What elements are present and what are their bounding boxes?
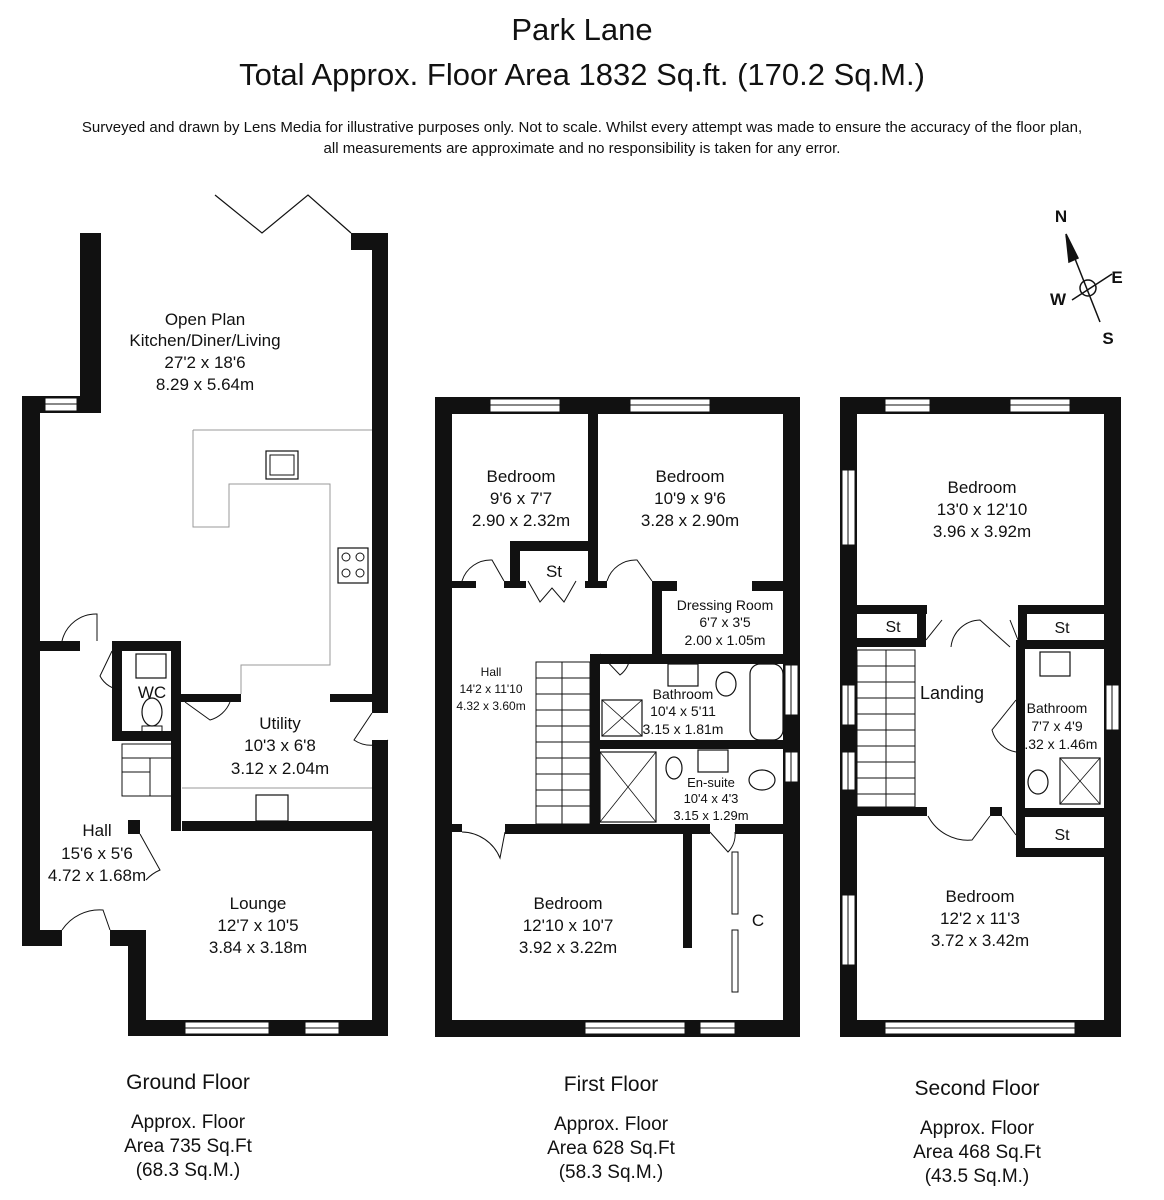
- floor-area-line: (58.3 Sq.M.): [558, 1162, 664, 1183]
- room-size-metric: 3.84 x 3.18m: [208, 938, 308, 957]
- floor-area-line: Approx. Floor: [130, 1112, 246, 1133]
- room-size-metric: 3.15 x 1.29m: [673, 808, 749, 823]
- disclaimer-line-1: Surveyed and drawn by Lens Media for illustrative purposes only. Not to scale. Whilst every attempt was made to ensure the accuracy of the floor plan,: [81, 119, 1083, 136]
- compass-west: W: [1049, 290, 1067, 309]
- ground-stairs: [122, 744, 172, 796]
- room-name: Bedroom: [947, 478, 1017, 497]
- room-name: Hall: [480, 665, 502, 679]
- second-room-store-right: St: [1054, 620, 1070, 637]
- room-size-imperial: 14'2 x 11'10: [459, 682, 523, 696]
- floor-name: Second Floor: [914, 1077, 1040, 1100]
- ensuite-toilet-icon: [749, 770, 775, 790]
- second-room-bedroom-b: [931, 887, 1029, 950]
- ground-floor-footer: [88, 1071, 288, 1183]
- disclaimer-line-2: all measurements are approximate and no responsibility is taken for any error.: [323, 140, 841, 157]
- first-room-hall: [456, 665, 525, 713]
- room-size-metric: 2.00 x 1.05m: [684, 632, 766, 648]
- room-size-metric: 3.72 x 3.42m: [930, 931, 1030, 950]
- floor-area-line: Area 735 Sq.Ft: [124, 1136, 252, 1157]
- ground-room-wc: WC: [137, 683, 167, 702]
- first-room-bedroom-c: [519, 894, 617, 957]
- room-size-imperial: 10'9 x 9'6: [654, 489, 726, 508]
- compass-north: N: [1054, 207, 1068, 226]
- room-size-metric: 3.92 x 3.22m: [518, 938, 618, 957]
- room-size-imperial: 7'7 x 4'9: [1031, 718, 1083, 734]
- room-size-imperial: 12'7 x 10'5: [217, 916, 299, 935]
- room-size-imperial: 10'4 x 5'11: [650, 703, 716, 719]
- wc-basin-icon: [136, 654, 166, 678]
- room-size-imperial: 10'4 x 4'3: [683, 791, 739, 806]
- room-name: Bedroom: [945, 887, 1015, 906]
- second-room-bedroom-a: [933, 478, 1031, 541]
- room-size-imperial: 27'2 x 18'6: [164, 353, 246, 372]
- room-name: Kitchen/Diner/Living: [129, 331, 281, 350]
- room-name: Hall: [82, 821, 112, 840]
- room-name: Bedroom: [486, 467, 556, 486]
- room-name: Bathroom: [1026, 700, 1088, 716]
- room-size-metric: 8.29 x 5.64m: [155, 375, 255, 394]
- room-size-metric: 2.32 x 1.46m: [1016, 736, 1098, 752]
- ground-room-lounge: [209, 894, 307, 957]
- ensuite-basin-icon: [698, 750, 728, 772]
- bifold-door: [215, 195, 351, 233]
- total-area-heading: Total Approx. Floor Area 1832 Sq.ft. (170.2 Sq.M.): [239, 57, 925, 92]
- room-size-imperial: 12'2 x 11'3: [940, 909, 1020, 928]
- room-size-metric: 3.15 x 1.81m: [642, 721, 724, 737]
- room-name: Bedroom: [655, 467, 725, 486]
- bath-toilet-icon: [716, 672, 736, 696]
- utility-sink-icon: [256, 795, 288, 821]
- floor-area-line: Area 628 Sq.Ft: [547, 1138, 675, 1159]
- room-size-imperial: 6'7 x 3'5: [699, 614, 751, 630]
- room-size-imperial: 12'10 x 10'7: [522, 916, 614, 935]
- hob-icon: [338, 548, 368, 583]
- room-name: Bedroom: [533, 894, 603, 913]
- room-name: Bathroom: [652, 686, 714, 702]
- floor-area-line: Area 468 Sq.Ft: [913, 1142, 1041, 1163]
- second-room-bathroom: [1017, 700, 1098, 752]
- room-name: Dressing Room: [676, 597, 774, 613]
- room-name: En-suite: [687, 775, 735, 790]
- room-size-metric: 2.90 x 2.32m: [471, 511, 571, 530]
- first-room-bedroom-a: [472, 467, 570, 530]
- room-size-imperial: 15'6 x 5'6: [61, 844, 133, 863]
- first-room-bathroom: [643, 686, 724, 737]
- ground-room-kitchen: [129, 310, 280, 394]
- basin-icon: [668, 664, 698, 686]
- first-floor-stairs: [536, 662, 590, 824]
- compass-south: S: [1102, 329, 1114, 348]
- room-size-metric: 3.96 x 3.92m: [932, 522, 1032, 541]
- room-size-imperial: 10'3 x 6'8: [244, 736, 316, 755]
- ground-room-utility: [231, 714, 329, 778]
- floor-area-line: (43.5 Sq.M.): [924, 1166, 1030, 1187]
- room-name: Open Plan: [164, 310, 246, 329]
- room-size-metric: 3.28 x 2.90m: [640, 511, 740, 530]
- room-size-metric: 3.12 x 2.04m: [230, 759, 330, 778]
- room-size-metric: 4.32 x 3.60m: [456, 699, 526, 713]
- second-room-store-left: St: [885, 619, 901, 636]
- second-floor-footer: [877, 1077, 1077, 1189]
- first-room-cupboard: C: [751, 911, 765, 930]
- first-room-bedroom-b: [641, 467, 739, 530]
- first-floor-footer: [511, 1073, 711, 1185]
- bathtub-icon: [750, 664, 783, 740]
- second-basin-icon: [1040, 652, 1070, 676]
- first-room-store: St: [545, 562, 563, 581]
- floor-name: Ground Floor: [126, 1071, 250, 1094]
- second-toilet-icon: [1028, 770, 1048, 794]
- floor-name: First Floor: [563, 1073, 659, 1096]
- first-room-ensuite: [673, 775, 748, 823]
- room-size-metric: 4.72 x 1.68m: [47, 866, 147, 885]
- compass-icon: [1066, 234, 1112, 322]
- page-title: Park Lane: [511, 12, 653, 47]
- room-size-imperial: 9'6 x 7'7: [489, 489, 553, 508]
- room-size-imperial: 13'0 x 12'10: [936, 500, 1028, 519]
- floor-area-line: Approx. Floor: [553, 1114, 669, 1135]
- bidet-icon: [666, 757, 682, 779]
- second-room-landing: Landing: [919, 683, 985, 703]
- compass-east: E: [1111, 268, 1123, 287]
- toilet-icon: [142, 698, 162, 726]
- second-floor-stairs: [857, 650, 915, 807]
- room-name: Utility: [259, 714, 301, 733]
- first-room-dressing: [677, 597, 773, 648]
- floor-area-line: Approx. Floor: [919, 1118, 1035, 1139]
- room-name: Lounge: [229, 894, 287, 913]
- floor-area-line: (68.3 Sq.M.): [135, 1160, 241, 1181]
- second-room-store-lower: St: [1054, 827, 1070, 844]
